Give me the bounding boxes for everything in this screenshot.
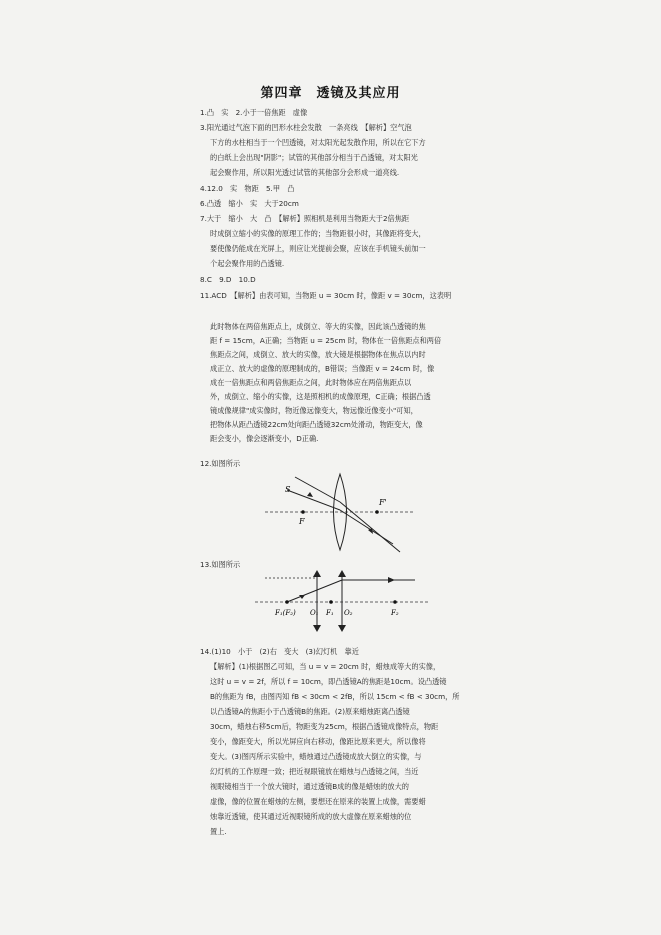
lens-diagram-12 <box>265 472 415 557</box>
answer-line: 11.ACD 【解析】由表可知，当物距 u = 30cm 时，像距 v = 30cm，这表明 <box>200 291 452 300</box>
answer-line: 以凸透镜A的焦距小于凸透镜B的焦距。(2)原来蜡烛距离凸透镜 <box>210 707 410 716</box>
answer-line: 把物体从距凸透镜22cm处向距凸透镜32cm处滑动，物距变大，像 <box>210 420 423 429</box>
label-f2: F₂ <box>391 609 399 617</box>
label-f1: F₁ <box>326 609 334 617</box>
answer-line: 幻灯机的工作原理一致；把近视眼镜放在蜡烛与凸透镜之间，当近 <box>210 767 419 776</box>
label-o1: O₁ <box>310 609 319 617</box>
answer-line: 8.C 9.D 10.D <box>200 275 256 284</box>
answer-line: 个起会聚作用的凸透镜. <box>210 259 285 268</box>
answer-line: 起会聚作用，所以阳光透过试管的其他部分会形成一道亮线. <box>210 168 400 177</box>
label-f-prime: F' <box>379 498 387 507</box>
answer-line: 成正立、放大的虚像的原理制成的，B错误；当像距 v = 24cm 时，像 <box>210 364 435 373</box>
answer-line: 30cm，蜡烛右移5cm后，物距变为25cm，根据凸透镜成像特点，物距 <box>210 722 439 731</box>
answer-line: 14.(1)10 小于 (2)右 变大 (3)幻灯机 靠近 <box>200 647 359 656</box>
answer-line: B的焦距为 fB，由图丙知 fB < 30cm < 2fB，所以 15cm < fB < 30cm，所 <box>210 692 460 701</box>
answer-line: 距 f = 15cm，A正确；当物距 u = 25cm 时，物体在一倍焦距点和两倍 <box>210 336 442 345</box>
answer-line: 变小，像距变大，所以光屏应向右移动，像距比原来更大，所以像将 <box>210 737 426 746</box>
answer-line: 此时物体在两倍焦距点上，成倒立、等大的实像，因此该凸透镜的焦 <box>210 322 426 331</box>
answer-line: 变大。(3)图丙所示实验中，蜡烛通过凸透镜成放大倒立的实像，与 <box>210 752 422 761</box>
answer-line: 焦距点之间，成倒立、放大的实像，放大镜是根据物体在焦点以内时 <box>210 350 426 359</box>
label-f: F <box>299 517 305 526</box>
answer-line: 要使像仍能成在光屏上，则应让光提前会聚，应该在手机镜头前加一 <box>210 244 426 253</box>
answer-line: 外，成倒立、缩小的实像，这是照相机的成像原理，C正确；根据凸透 <box>210 392 431 401</box>
answer-line: 6.凸透 缩小 实 大于20cm <box>200 199 299 208</box>
answer-line: 3.阳光通过气泡下面的凹形水柱会发散 一条亮线 【解析】空气泡 <box>200 123 412 132</box>
answer-line: 时成倒立缩小的实像的原理工作的；当物距很小时，其像距将变大， <box>210 229 426 238</box>
answer-line: 4.12.0 实 物距 5.甲 凸 <box>200 184 295 193</box>
answer-line: 成在一倍焦距点和两倍焦距点之间，此时物体应在两倍焦距点以 <box>210 378 412 387</box>
label-f1-f2: F₁(F₂) <box>275 609 296 617</box>
answer-line: 的白纸上会出现"阴影"；试管的其他部分相当于凸透镜，对太阳光 <box>210 153 418 162</box>
answer-line: 【解析】(1)根据图乙可知，当 u = v = 20cm 时，蜡烛成等大的实像， <box>210 662 441 671</box>
chapter-title: 第四章 透镜及其应用 <box>260 86 401 101</box>
answer-line: 置上. <box>210 827 227 836</box>
answer-line: 12.如图所示 <box>200 459 241 468</box>
answer-line: 1.凸 实 2.小于一倍焦距 虚像 <box>200 108 308 117</box>
label-o2: O₂ <box>344 609 353 617</box>
lens-diagram-13 <box>255 568 430 633</box>
answer-line: 虚像，像的位置在蜡烛的左侧，要想还在原来的装置上成像，需要蜡 <box>210 797 426 806</box>
answer-line: 下方的水柱相当于一个凹透镜，对太阳光起发散作用，所以在它下方 <box>210 138 426 147</box>
answer-line: 13.如图所示 <box>200 560 241 569</box>
answer-line: 视眼镜相当于一个放大镜时，通过透镜B成的像是蜡烛的放大的 <box>210 782 409 791</box>
answer-line: 镜成像规律"成实像时，物近像远像变大，物远像近像变小"可知， <box>210 406 418 415</box>
label-s: S <box>285 485 291 494</box>
answer-line: 距会变小，像会逐渐变小，D正确. <box>210 434 319 443</box>
answer-line: 烛靠近透镜，使其通过近视眼镜所成的放大虚像在原来蜡烛的位 <box>210 812 412 821</box>
answer-line: 7.大于 缩小 大 凸 【解析】照相机是利用当物距大于2倍焦距 <box>200 214 410 223</box>
answer-line: 这时 u = v = 2f，所以 f = 10cm，即凸透镜A的焦距是10cm。设凸透镜 <box>210 677 447 686</box>
